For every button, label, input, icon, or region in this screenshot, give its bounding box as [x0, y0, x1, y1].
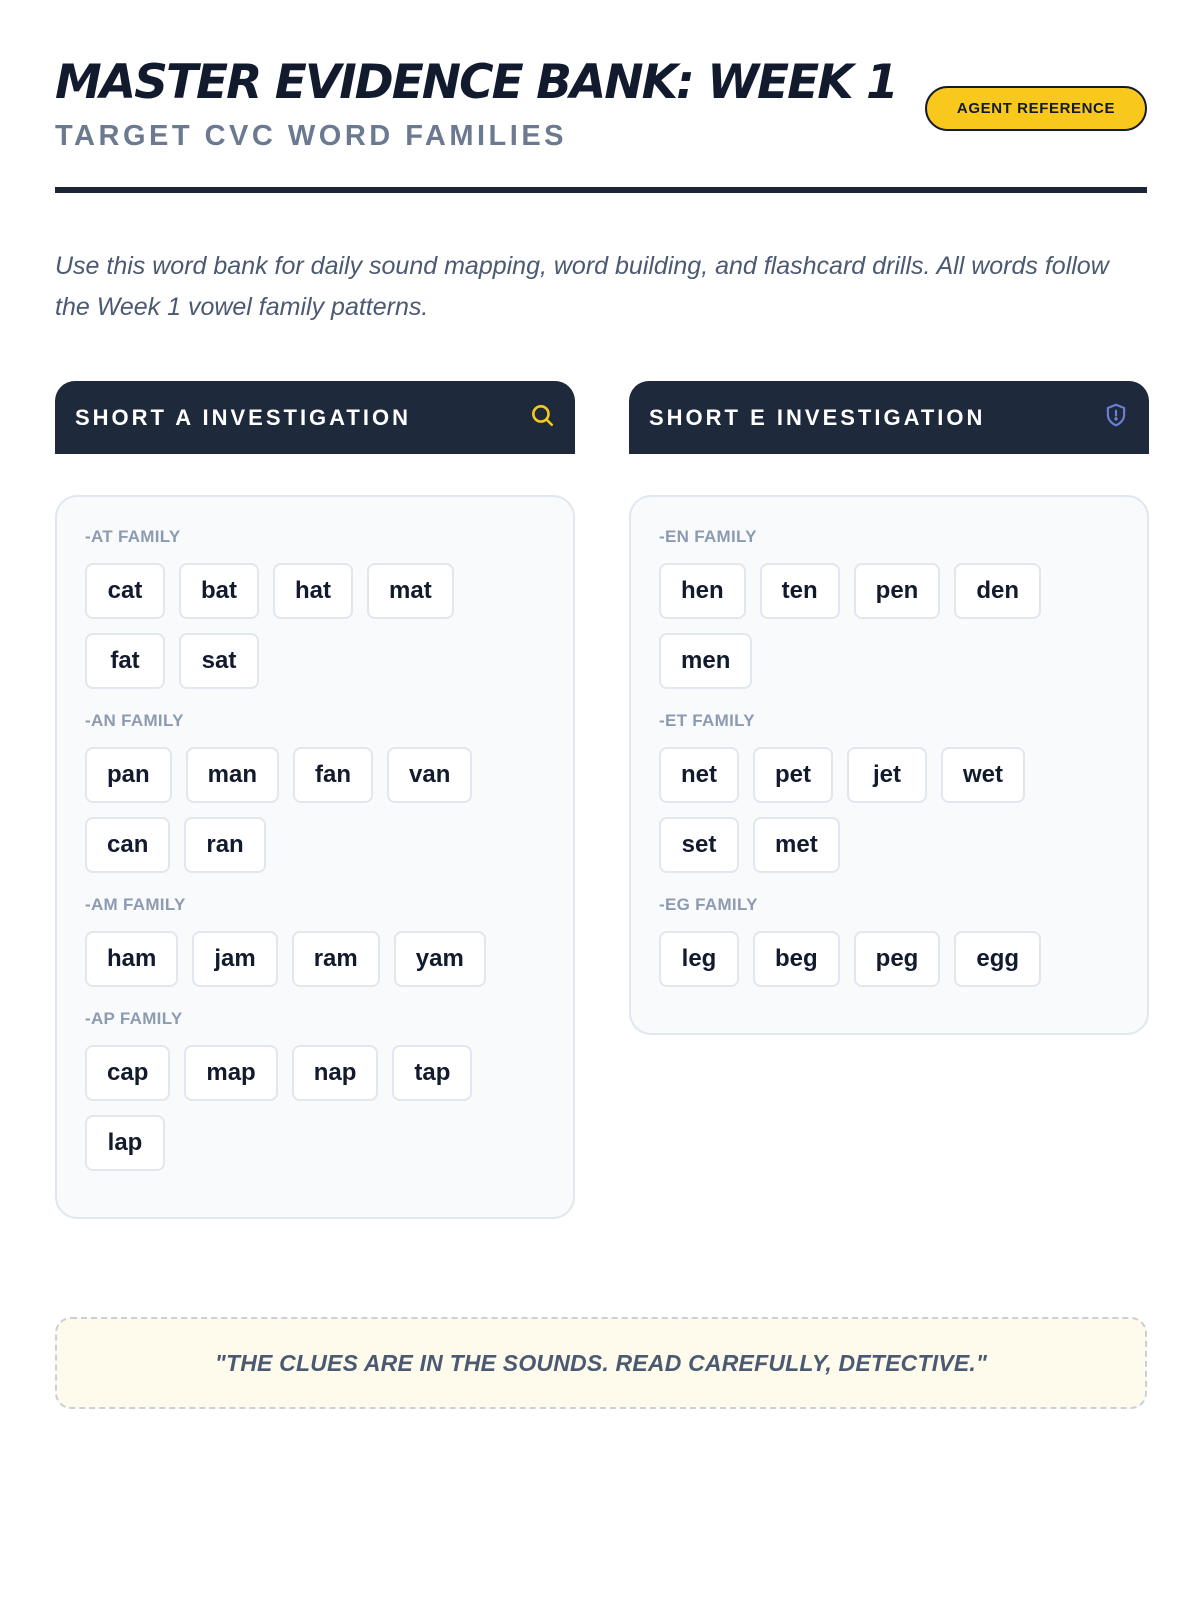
word-chip: wet [941, 747, 1025, 803]
word-chip-list [85, 931, 545, 987]
detective-quote: "THE CLUES ARE IN THE SOUNDS. READ CAREFULLY, DETECTIVE." [55, 1317, 1147, 1409]
page-subtitle: TARGET CVC WORD FAMILIES [55, 120, 568, 152]
agent-reference-badge: AGENT REFERENCE [925, 86, 1147, 131]
word-chip: cap [85, 1045, 170, 1101]
word-chip: mat [367, 563, 454, 619]
word-chip: ham [85, 931, 178, 987]
word-chip: ran [184, 817, 265, 873]
word-chip: leg [659, 931, 739, 987]
word-chip: man [186, 747, 279, 803]
page [55, 0, 1147, 1600]
header [55, 0, 1147, 195]
column-short-e [629, 381, 1149, 1035]
word-chip-list [85, 1045, 545, 1171]
word-family-label: -ET FAMILY [659, 711, 755, 730]
word-chip: tap [392, 1045, 472, 1101]
word-chip: yam [394, 931, 486, 987]
word-chip: net [659, 747, 739, 803]
word-chip: van [387, 747, 472, 803]
search-icon [529, 402, 555, 433]
word-family-label: -AP FAMILY [85, 1009, 183, 1028]
intro-text: Use this word bank for daily sound mapping, word building, and flashcard drills. All words follow the Week 1 vowel family patterns. [55, 252, 1109, 321]
word-chip: pan [85, 747, 172, 803]
word-family-group [85, 711, 545, 873]
word-chip: peg [854, 931, 941, 987]
shield-icon [1103, 402, 1129, 433]
word-chip: hat [273, 563, 353, 619]
word-family-card [55, 495, 575, 1219]
word-chip-list [659, 747, 1119, 873]
word-family-label: -EN FAMILY [659, 527, 757, 546]
word-family-card [629, 495, 1149, 1035]
word-chip: map [184, 1045, 277, 1101]
word-chip: jet [847, 747, 927, 803]
word-family-group [85, 895, 545, 987]
word-chip: hen [659, 563, 746, 619]
column-header [55, 381, 575, 454]
word-chip: den [954, 563, 1041, 619]
word-chip: cat [85, 563, 165, 619]
word-chip-list [659, 931, 1119, 987]
word-family-group [659, 711, 1119, 873]
word-chip: bat [179, 563, 259, 619]
word-family-group [659, 527, 1119, 689]
column-short-a [55, 381, 575, 1219]
word-family-group [85, 1009, 545, 1171]
word-chip: pen [854, 563, 941, 619]
word-chip: beg [753, 931, 840, 987]
header-divider [55, 187, 1147, 193]
word-chip: men [659, 633, 752, 689]
word-chip: can [85, 817, 170, 873]
word-chip: jam [192, 931, 277, 987]
word-chip-list [659, 563, 1119, 689]
word-chip: egg [954, 931, 1041, 987]
word-chip: fat [85, 633, 165, 689]
word-family-group [659, 895, 1119, 987]
word-chip: sat [179, 633, 259, 689]
word-family-label: -AM FAMILY [85, 895, 186, 914]
word-chip: ten [760, 563, 840, 619]
word-chip: pet [753, 747, 833, 803]
word-chip: fan [293, 747, 373, 803]
word-chip-list [85, 747, 545, 873]
word-family-label: -EG FAMILY [659, 895, 758, 914]
word-family-label: -AN FAMILY [85, 711, 184, 730]
column-header [629, 381, 1149, 454]
word-chip: met [753, 817, 840, 873]
word-chip-list [85, 563, 545, 689]
word-chip: nap [292, 1045, 379, 1101]
column-heading: SHORT A INVESTIGATION [75, 404, 411, 430]
word-chip: set [659, 817, 739, 873]
column-heading: SHORT E INVESTIGATION [649, 404, 986, 430]
page-title: MASTER EVIDENCE BANK: WEEK 1 [55, 55, 897, 110]
word-chip: lap [85, 1115, 165, 1171]
word-chip: ram [292, 931, 380, 987]
word-family-label: -AT FAMILY [85, 527, 181, 546]
word-family-group [85, 527, 545, 689]
